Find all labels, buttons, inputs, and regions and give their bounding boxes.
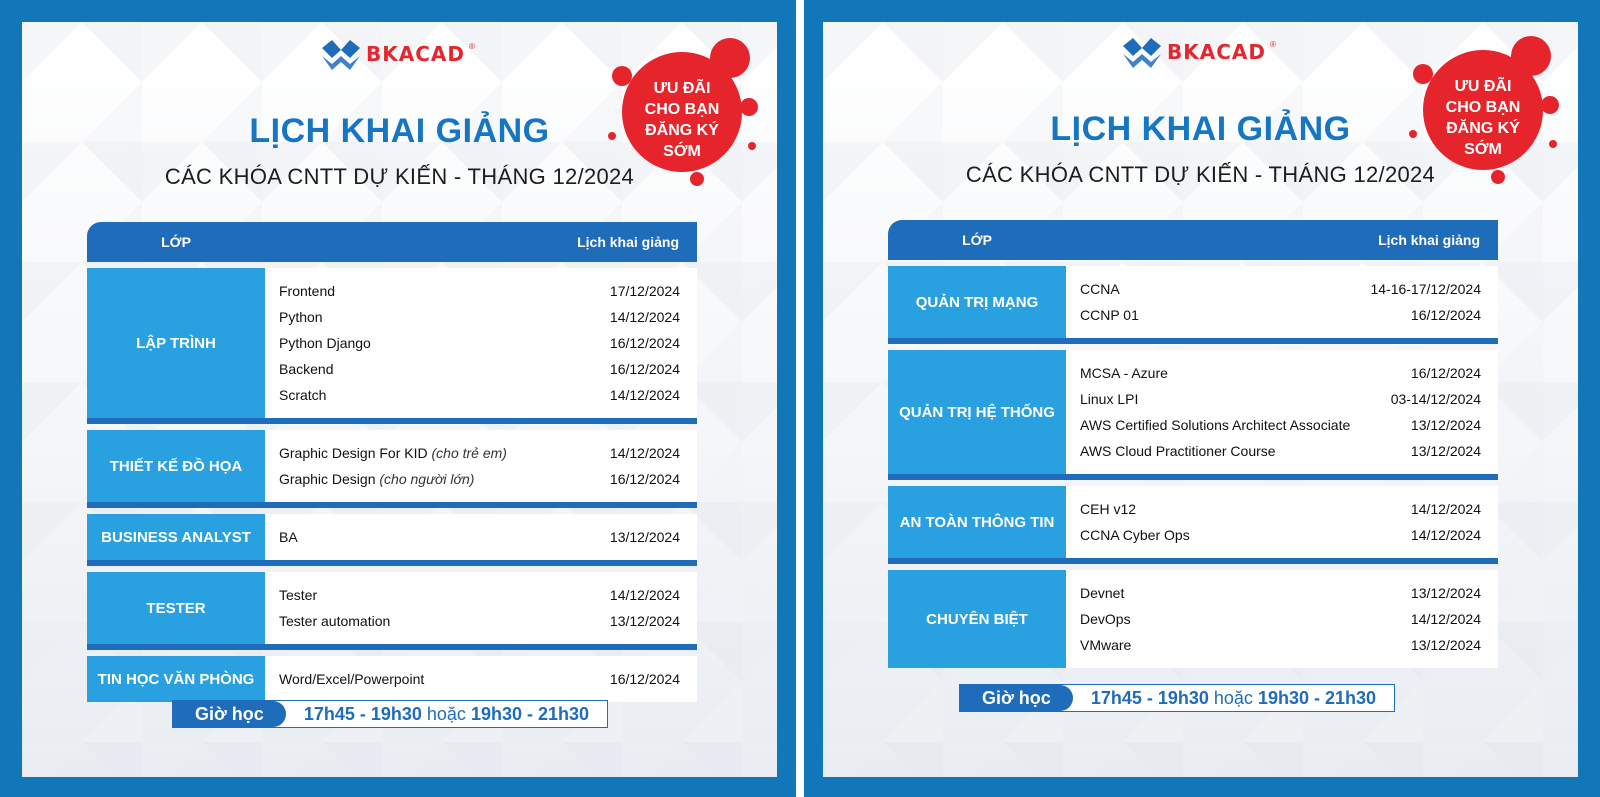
class-hours-label: Giờ học: [173, 701, 286, 727]
course-name: Python: [279, 309, 323, 325]
start-date: 14/12/2024: [1410, 501, 1481, 517]
promo-badge: [622, 52, 742, 172]
class-hours-times: 17h45 - 19h30 hoặc 19h30 - 21h30: [1090, 687, 1377, 708]
table-row: [1080, 302, 1481, 328]
group-name: BUSINESS ANALYST: [87, 514, 265, 560]
table-row: [1080, 606, 1481, 632]
registered-mark: ®: [468, 41, 475, 51]
table-row: [279, 304, 680, 330]
group-rows: [265, 268, 697, 418]
table-row: [1080, 386, 1481, 412]
page-subtitle: CÁC KHÓA CNTT DỰ KIẾN - THÁNG 12/2024: [164, 164, 635, 189]
table-row: [1080, 412, 1481, 438]
start-date: 14/12/2024: [1410, 611, 1481, 627]
group-name: QUẢN TRỊ HỆ THỐNG: [888, 350, 1066, 474]
start-date: 13/12/2024: [1410, 443, 1481, 459]
start-date: 16/12/2024: [609, 471, 680, 487]
course-name: Devnet: [1080, 585, 1125, 601]
start-date: 14-16-17/12/2024: [1370, 281, 1481, 297]
course-note: (cho trẻ em): [431, 445, 507, 461]
course-name: DevOps: [1080, 611, 1131, 627]
page-title: LỊCH KHAI GIẢNG: [1050, 110, 1351, 148]
start-date: 13/12/2024: [1410, 637, 1481, 653]
start-date: 14/12/2024: [609, 587, 680, 603]
group-name: TESTER: [87, 572, 265, 644]
bkacad-logo: [320, 36, 475, 72]
group-rows: [1066, 350, 1498, 474]
promo-text: ƯU ĐÃI CHO BẠN ĐĂNG KÝ SỚM: [644, 80, 720, 160]
group-name: CHUYÊN BIỆT: [888, 570, 1066, 668]
table-row: [279, 356, 680, 382]
table-row: [1080, 496, 1481, 522]
group-quan-tri-he-thong: [888, 350, 1498, 480]
bkacad-mark-icon: [320, 36, 362, 72]
group-rows: [265, 430, 697, 502]
table-row: [279, 466, 680, 492]
table-row: [1080, 522, 1481, 548]
table-row: [279, 440, 680, 466]
course-name: Python Django: [279, 335, 371, 351]
start-date: 13/12/2024: [609, 613, 680, 629]
course-name: AWS Certified Solutions Architect Associate: [1080, 417, 1351, 433]
promo-dot: [1409, 130, 1417, 138]
poster-programming: [0, 0, 796, 797]
course-name: CCNA Cyber Ops: [1080, 527, 1190, 543]
group-chuyen-biet: [888, 570, 1498, 668]
page-subtitle: CÁC KHÓA CNTT DỰ KIẾN - THÁNG 12/2024: [965, 162, 1436, 187]
group-rows: [265, 572, 697, 644]
table-header: [888, 220, 1498, 260]
page-title: LỊCH KHAI GIẢNG: [249, 112, 550, 150]
schedule-table: [87, 222, 697, 702]
column-header-date: Lịch khai giảng: [577, 234, 679, 250]
logo-text: BKACAD: [366, 42, 465, 66]
course-name: Scratch: [279, 387, 327, 403]
course-name: MCSA - Azure: [1080, 365, 1168, 381]
start-date: 13/12/2024: [609, 529, 680, 545]
group-business-analyst: [87, 514, 697, 566]
group-quan-tri-mang: [888, 266, 1498, 344]
table-row: [1080, 438, 1481, 464]
poster-it-infrastructure: [804, 0, 1600, 797]
course-name: Word/Excel/Powerpoint: [279, 671, 425, 687]
bkacad-mark-icon: [1121, 34, 1163, 70]
poster-card: [22, 22, 777, 777]
start-date: 03-14/12/2024: [1390, 391, 1481, 407]
column-header-date: Lịch khai giảng: [1378, 232, 1480, 248]
course-name: Tester automation: [279, 613, 391, 629]
class-hours: [959, 684, 1395, 712]
logo-text: BKACAD: [1167, 40, 1266, 64]
class-hours-times: 17h45 - 19h30 hoặc 19h30 - 21h30: [303, 703, 590, 724]
group-tester: [87, 572, 697, 650]
start-date: 13/12/2024: [1410, 417, 1481, 433]
promo-dot: [748, 142, 756, 150]
bkacad-logo: [1121, 34, 1276, 70]
course-name: CEH v12: [1080, 501, 1137, 517]
start-date: 16/12/2024: [609, 361, 680, 377]
column-header-class: LỚP: [962, 232, 992, 248]
promo-dot: [690, 172, 704, 186]
group-name: LẬP TRÌNH: [87, 268, 265, 418]
promo-dot: [710, 38, 750, 78]
start-date: 16/12/2024: [609, 335, 680, 351]
promo-dot: [740, 98, 758, 116]
course-name: Backend: [279, 361, 334, 377]
registered-mark: ®: [1269, 39, 1276, 49]
start-date: 16/12/2024: [1410, 307, 1481, 323]
start-date: 14/12/2024: [1410, 527, 1481, 543]
start-date: 14/12/2024: [609, 309, 680, 325]
schedule-table: [888, 220, 1498, 668]
group-name: TIN HỌC VĂN PHÒNG: [87, 656, 265, 702]
group-rows: [265, 656, 697, 702]
column-header-class: LỚP: [161, 234, 191, 250]
table-row: [279, 666, 680, 692]
group-name: AN TOÀN THÔNG TIN: [888, 486, 1066, 558]
course-name: Graphic Design (cho người lớn): [279, 471, 475, 487]
table-header: [87, 222, 697, 262]
group-rows: [265, 514, 697, 560]
group-thiet-ke-do-hoa: [87, 430, 697, 508]
group-rows: [1066, 570, 1498, 668]
promo-dot: [1491, 170, 1505, 184]
group-lap-trinh: [87, 268, 697, 424]
table-row: [1080, 360, 1481, 386]
start-date: 14/12/2024: [609, 387, 680, 403]
promo-dot: [608, 132, 616, 140]
group-rows: [1066, 486, 1498, 558]
table-row: [279, 278, 680, 304]
course-name: Tester: [279, 587, 318, 603]
course-name: Frontend: [279, 283, 336, 299]
group-an-toan-thong-tin: [888, 486, 1498, 564]
table-row: [1080, 632, 1481, 658]
course-name: VMware: [1080, 637, 1132, 653]
promo-dot: [1511, 36, 1551, 76]
table-row: [1080, 580, 1481, 606]
table-row: [279, 524, 680, 550]
table-row: [1080, 276, 1481, 302]
group-rows: [1066, 266, 1498, 338]
course-name: CCNP 01: [1080, 307, 1139, 323]
table-row: [279, 582, 680, 608]
course-name: BA: [279, 529, 298, 545]
start-date: 17/12/2024: [609, 283, 680, 299]
class-hours-label: Giờ học: [960, 685, 1073, 711]
promo-badge: [1423, 50, 1543, 170]
promo-dot: [1541, 96, 1559, 114]
poster-card: [823, 22, 1578, 777]
course-name: CCNA: [1080, 281, 1120, 297]
group-tin-hoc-van-phong: [87, 656, 697, 702]
class-hours: [172, 700, 608, 728]
course-name: Graphic Design For KID (cho trẻ em): [279, 445, 507, 461]
table-row: [279, 382, 680, 408]
course-name: AWS Cloud Practitioner Course: [1080, 443, 1276, 459]
start-date: 16/12/2024: [609, 671, 680, 687]
table-row: [279, 330, 680, 356]
group-name: QUẢN TRỊ MẠNG: [888, 266, 1066, 338]
table-row: [279, 608, 680, 634]
course-note: (cho người lớn): [379, 471, 475, 487]
start-date: 16/12/2024: [1410, 365, 1481, 381]
promo-text: ƯU ĐÃI CHO BẠN ĐĂNG KÝ SỚM: [1445, 78, 1521, 158]
start-date: 14/12/2024: [609, 445, 680, 461]
promo-dot: [1549, 140, 1557, 148]
group-name: THIẾT KẾ ĐỒ HỌA: [87, 430, 265, 502]
start-date: 13/12/2024: [1410, 585, 1481, 601]
course-name: Linux LPI: [1080, 391, 1139, 407]
